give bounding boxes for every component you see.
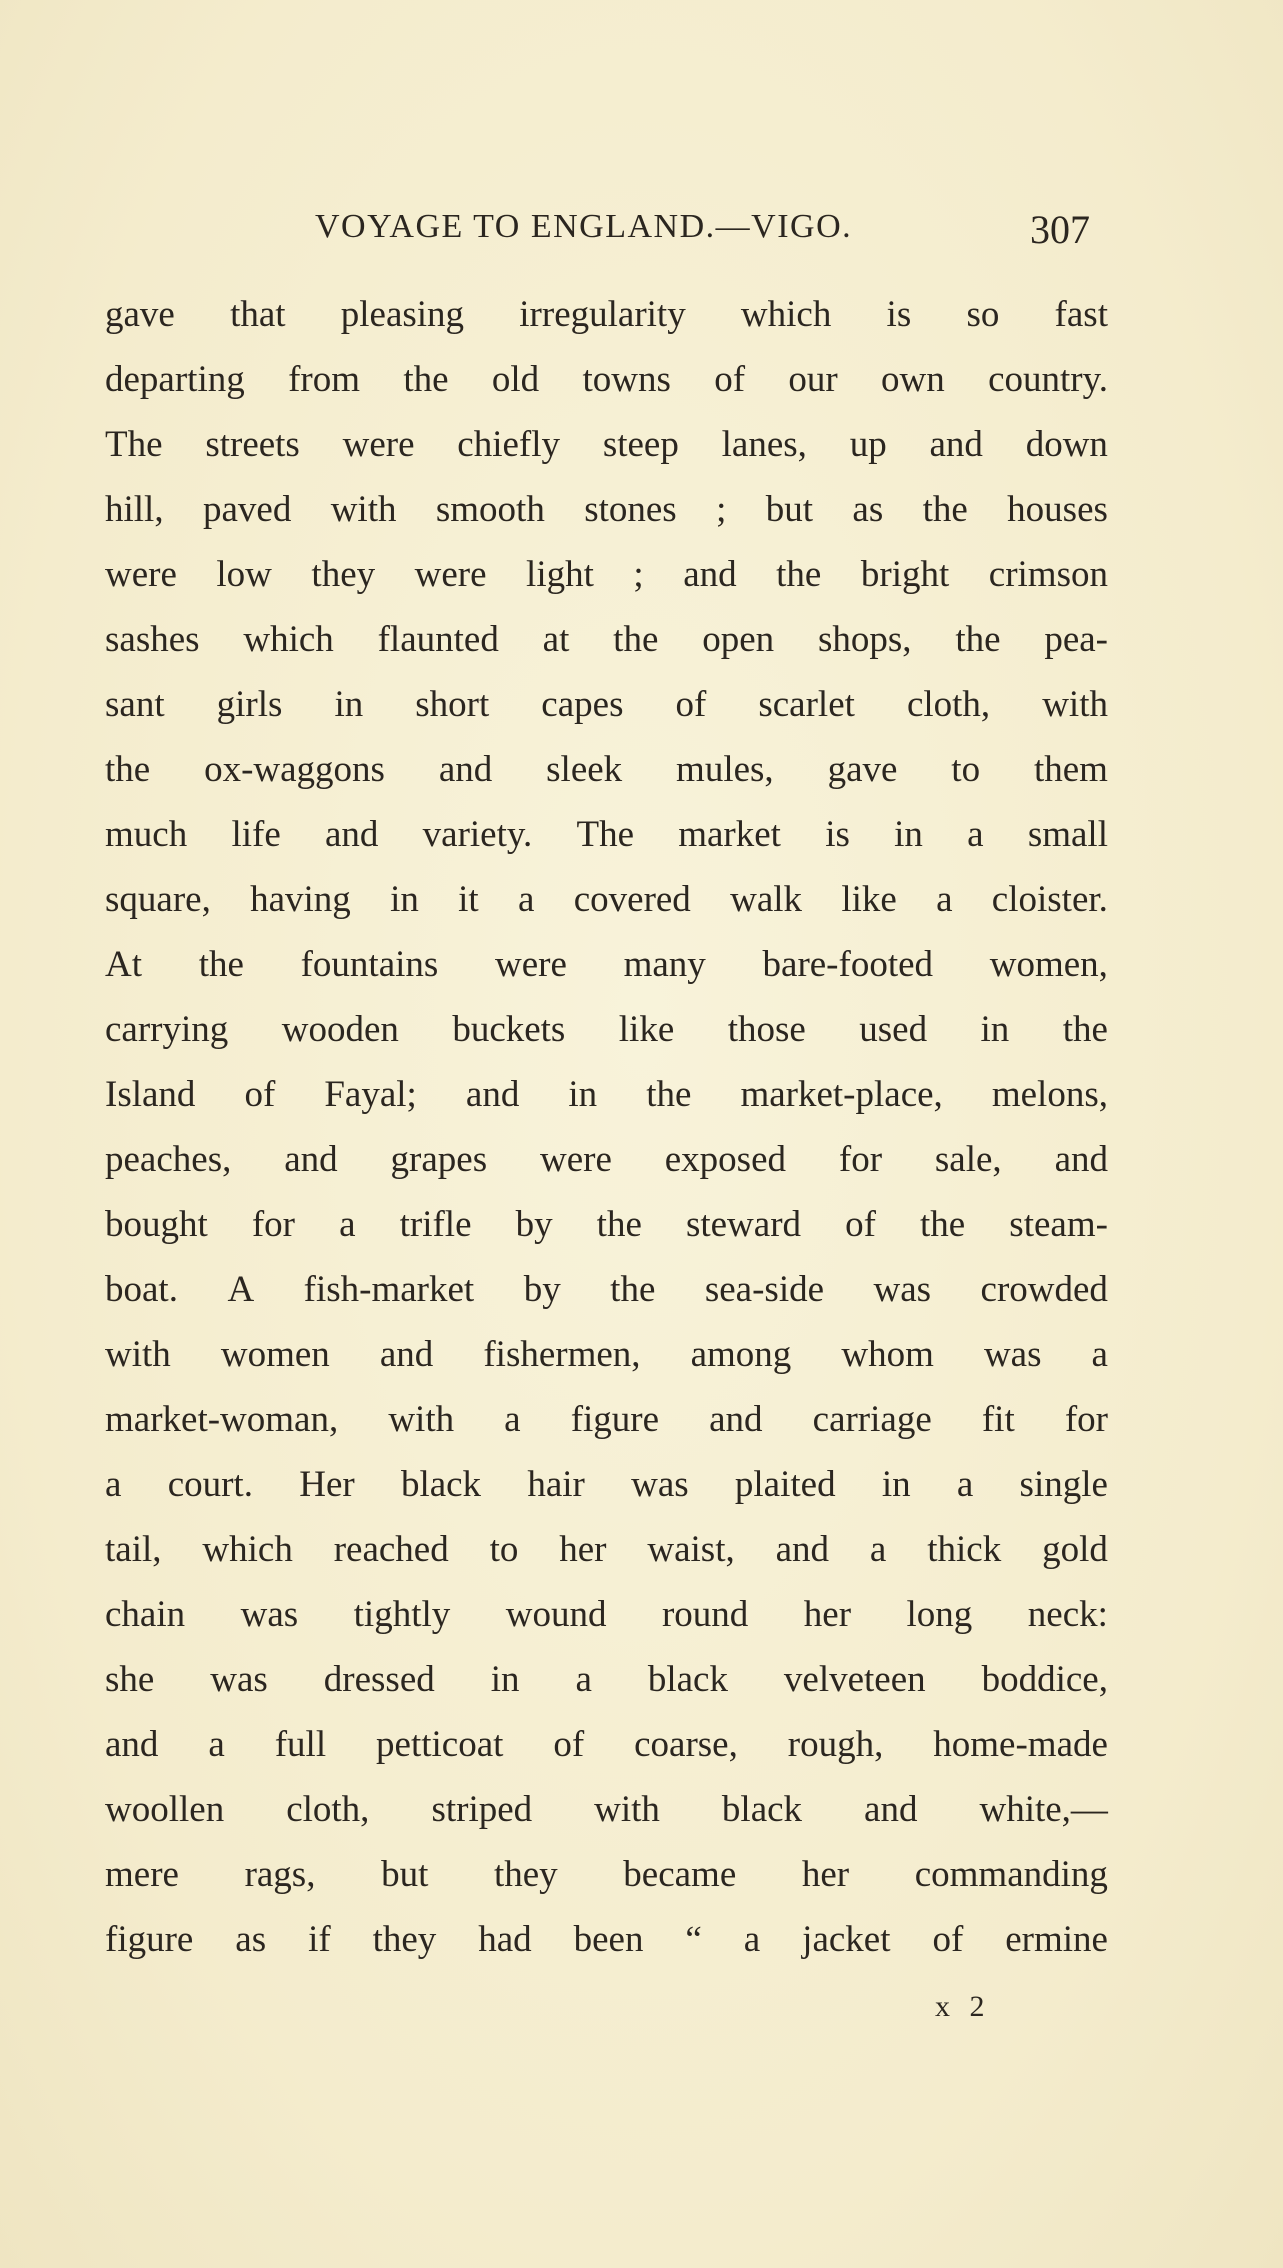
- text-line: [105, 802, 1108, 867]
- word: irregularity: [519, 294, 686, 335]
- word: our: [788, 359, 838, 400]
- text-line: [105, 347, 1108, 412]
- word: and: [324, 814, 379, 855]
- word: dressed: [323, 1659, 435, 1700]
- word: women,: [989, 944, 1108, 985]
- word: long: [906, 1594, 973, 1635]
- word: at: [542, 619, 570, 660]
- body-text: [105, 282, 1108, 1972]
- word: were: [414, 554, 487, 595]
- word: open: [702, 619, 775, 660]
- word: in: [334, 684, 364, 725]
- word: steam-: [1009, 1204, 1108, 1245]
- text-line: [105, 1712, 1108, 1777]
- word: “: [685, 1919, 702, 1960]
- signature-mark: x 2: [935, 1990, 991, 2023]
- word: women: [220, 1334, 330, 1375]
- text-line: [105, 412, 1108, 477]
- word: was: [240, 1594, 299, 1635]
- word: became: [623, 1854, 737, 1895]
- text-line: [105, 932, 1108, 997]
- word: among: [690, 1334, 792, 1375]
- word: of: [675, 684, 707, 725]
- word: market-place,: [740, 1074, 943, 1115]
- word: of: [244, 1074, 276, 1115]
- word: been: [573, 1919, 644, 1960]
- running-head-title: VOYAGE TO ENGLAND.—VIGO.: [315, 208, 853, 245]
- word: black: [400, 1464, 482, 1505]
- word: the: [198, 944, 244, 985]
- word: the: [1062, 1009, 1108, 1050]
- word: a: [743, 1919, 761, 1960]
- word: and: [864, 1789, 918, 1830]
- word: steward: [685, 1204, 802, 1245]
- word: hill,: [105, 489, 164, 530]
- word: gold: [1042, 1529, 1108, 1570]
- word: reached: [333, 1529, 449, 1570]
- text-line: [105, 1907, 1108, 1972]
- word: rags,: [244, 1854, 316, 1895]
- word: and: [465, 1074, 520, 1115]
- word: velveteen: [783, 1659, 926, 1700]
- word: jacket: [802, 1919, 891, 1960]
- word: towns: [582, 359, 671, 400]
- word: a: [869, 1529, 887, 1570]
- word: stones: [584, 489, 677, 530]
- word: variety.: [422, 814, 533, 855]
- word: commanding: [914, 1854, 1108, 1895]
- word: like: [841, 879, 897, 920]
- word: melons,: [991, 1074, 1108, 1115]
- word: and: [929, 424, 983, 465]
- word: own: [881, 359, 945, 400]
- word: she: [105, 1659, 155, 1700]
- word: was: [631, 1464, 689, 1505]
- word: covered: [573, 879, 691, 920]
- word: black: [721, 1789, 803, 1830]
- word: the: [105, 749, 151, 790]
- word: from: [288, 359, 360, 400]
- word: fit: [981, 1399, 1015, 1440]
- word: life: [231, 814, 281, 855]
- word: walk: [730, 879, 803, 920]
- word: and: [284, 1139, 338, 1180]
- word: the: [776, 554, 822, 595]
- word: used: [859, 1009, 928, 1050]
- word: a: [105, 1464, 122, 1505]
- word: the: [596, 1204, 642, 1245]
- page-number: 307: [1030, 207, 1090, 252]
- word: departing: [105, 359, 245, 400]
- word: were: [105, 554, 177, 595]
- word: The: [105, 424, 163, 465]
- text-line: [105, 1842, 1108, 1907]
- word: they: [372, 1919, 437, 1960]
- word: and: [438, 749, 493, 790]
- word: carrying: [105, 1009, 229, 1050]
- word: steep: [602, 424, 679, 465]
- word: as: [235, 1919, 267, 1960]
- text-line: [105, 1127, 1108, 1192]
- word: her: [559, 1529, 607, 1570]
- word: that: [230, 294, 286, 335]
- word: carriage: [812, 1399, 932, 1440]
- word: wound: [505, 1594, 607, 1635]
- word: cloister.: [991, 879, 1108, 920]
- word: bright: [860, 554, 950, 595]
- word: court.: [167, 1464, 253, 1505]
- word: ermine: [1005, 1919, 1108, 1960]
- word: At: [105, 944, 142, 985]
- word: ;: [716, 489, 727, 530]
- word: petticoat: [376, 1724, 504, 1765]
- word: hair: [527, 1464, 585, 1505]
- word: exposed: [664, 1139, 786, 1180]
- word: the: [955, 619, 1001, 660]
- text-line: [105, 542, 1108, 607]
- word: a: [1091, 1334, 1108, 1375]
- word: sea-side: [704, 1269, 825, 1310]
- word: but: [765, 489, 814, 530]
- word: many: [623, 944, 706, 985]
- word: they: [311, 554, 376, 595]
- word: a: [504, 1399, 521, 1440]
- word: Island: [105, 1074, 196, 1115]
- word: trifle: [399, 1204, 472, 1245]
- word: sleek: [546, 749, 623, 790]
- word: bare-footed: [762, 944, 934, 985]
- word: in: [881, 1464, 911, 1505]
- word: boat.: [105, 1269, 178, 1310]
- word: and: [709, 1399, 763, 1440]
- text-line: [105, 737, 1108, 802]
- word: were: [539, 1139, 612, 1180]
- word: as: [852, 489, 884, 530]
- word: a: [518, 879, 535, 920]
- word: pea-: [1044, 619, 1108, 660]
- word: fish-market: [303, 1269, 475, 1310]
- text-line: [105, 1582, 1108, 1647]
- word: and: [775, 1529, 830, 1570]
- word: a: [967, 814, 984, 855]
- word: for: [251, 1204, 296, 1245]
- word: whom: [841, 1334, 934, 1375]
- word: sant: [105, 684, 165, 725]
- word: like: [618, 1009, 675, 1050]
- word: woollen: [105, 1789, 225, 1830]
- word: small: [1027, 814, 1108, 855]
- word: A: [227, 1269, 255, 1310]
- word: mules,: [676, 749, 774, 790]
- word: black: [647, 1659, 728, 1700]
- word: capes: [541, 684, 624, 725]
- word: figure: [105, 1919, 194, 1960]
- word: coarse,: [634, 1724, 738, 1765]
- word: the: [646, 1074, 692, 1115]
- word: striped: [431, 1789, 533, 1830]
- word: which: [202, 1529, 293, 1570]
- word: for: [1064, 1399, 1108, 1440]
- text-line: [105, 1387, 1108, 1452]
- word: fast: [1054, 294, 1108, 335]
- word: to: [951, 749, 981, 790]
- word: a: [936, 879, 953, 920]
- word: of: [932, 1919, 964, 1960]
- word: full: [274, 1724, 327, 1765]
- word: Fayal;: [324, 1074, 417, 1115]
- word: those: [727, 1009, 806, 1050]
- word: up: [849, 424, 887, 465]
- word: peaches,: [105, 1139, 232, 1180]
- word: down: [1025, 424, 1108, 465]
- word: lanes,: [721, 424, 807, 465]
- word: a: [208, 1724, 225, 1765]
- word: a: [575, 1659, 592, 1700]
- word: the: [920, 1204, 966, 1245]
- word: and: [1054, 1139, 1108, 1180]
- word: The: [576, 814, 634, 855]
- word: and: [683, 554, 737, 595]
- text-line: [105, 282, 1108, 347]
- word: with: [1042, 684, 1108, 725]
- text-line: [105, 672, 1108, 737]
- word: were: [342, 424, 415, 465]
- word: ox-waggons: [204, 749, 385, 790]
- word: with: [388, 1399, 455, 1440]
- word: is: [886, 294, 912, 335]
- word: chain: [105, 1594, 186, 1635]
- word: cloth,: [906, 684, 991, 725]
- text-line: [105, 997, 1108, 1062]
- word: in: [490, 1659, 520, 1700]
- word: in: [980, 1009, 1010, 1050]
- word: market-woman,: [105, 1399, 339, 1440]
- word: and: [105, 1724, 159, 1765]
- word: bought: [105, 1204, 208, 1245]
- word: waist,: [647, 1529, 735, 1570]
- word: her: [803, 1594, 852, 1635]
- word: shops,: [817, 619, 912, 660]
- word: the: [610, 1269, 656, 1310]
- word: them: [1033, 749, 1108, 790]
- word: houses: [1007, 489, 1108, 530]
- word: were: [495, 944, 567, 985]
- word: mere: [105, 1854, 179, 1895]
- text-line: [105, 1322, 1108, 1387]
- word: wooden: [281, 1009, 399, 1050]
- word: in: [894, 814, 923, 855]
- word: country.: [988, 359, 1108, 400]
- word: cloth,: [286, 1789, 370, 1830]
- word: buckets: [452, 1009, 566, 1050]
- word: was: [210, 1659, 268, 1700]
- word: smooth: [435, 489, 545, 530]
- word: round: [661, 1594, 749, 1635]
- word: of: [553, 1724, 585, 1765]
- text-line: [105, 1257, 1108, 1322]
- word: thick: [927, 1529, 1002, 1570]
- text-line: [105, 1517, 1108, 1582]
- word: with: [594, 1789, 660, 1830]
- text-line: [105, 477, 1108, 542]
- word: but: [381, 1854, 429, 1895]
- text-line: [105, 607, 1108, 672]
- word: boddice,: [981, 1659, 1108, 1700]
- word: of: [845, 1204, 876, 1245]
- word: crimson: [988, 554, 1108, 595]
- word: is: [825, 814, 850, 855]
- word: fountains: [300, 944, 439, 985]
- word: pleasing: [340, 294, 465, 335]
- text-line: [105, 1062, 1108, 1127]
- word: fishermen,: [483, 1334, 641, 1375]
- word: so: [966, 294, 1000, 335]
- word: having: [250, 879, 351, 920]
- word: ;: [633, 554, 644, 595]
- word: by: [515, 1204, 553, 1245]
- word: by: [523, 1269, 561, 1310]
- word: to: [489, 1529, 519, 1570]
- word: scarlet: [758, 684, 855, 725]
- word: old: [491, 359, 540, 400]
- word: paved: [202, 489, 292, 530]
- word: if: [308, 1919, 331, 1960]
- word: home-made: [933, 1724, 1108, 1765]
- word: gave: [105, 294, 175, 335]
- word: light: [526, 554, 594, 595]
- word: had: [478, 1919, 532, 1960]
- word: plaited: [734, 1464, 836, 1505]
- text-line: [105, 867, 1108, 932]
- word: much: [105, 814, 188, 855]
- word: of: [714, 359, 746, 400]
- word: and: [379, 1334, 434, 1375]
- word: they: [493, 1854, 558, 1895]
- word: it: [458, 879, 479, 920]
- word: sale,: [934, 1139, 1002, 1180]
- word: Her: [299, 1464, 355, 1505]
- word: rough,: [787, 1724, 884, 1765]
- word: was: [873, 1269, 932, 1310]
- word: short: [415, 684, 490, 725]
- word: chiefly: [457, 424, 561, 465]
- word: in: [390, 879, 419, 920]
- word: her: [801, 1854, 850, 1895]
- text-line: [105, 1192, 1108, 1257]
- word: with: [330, 489, 397, 530]
- word: was: [983, 1334, 1042, 1375]
- word: the: [403, 359, 449, 400]
- word: the: [922, 489, 968, 530]
- text-line: [105, 1777, 1108, 1842]
- word: neck:: [1027, 1594, 1108, 1635]
- word: single: [1019, 1464, 1108, 1505]
- text-line: [105, 1452, 1108, 1517]
- word: gave: [827, 749, 898, 790]
- word: figure: [570, 1399, 660, 1440]
- word: which: [740, 294, 832, 335]
- word: in: [568, 1074, 598, 1115]
- word: low: [216, 554, 272, 595]
- word: which: [243, 619, 334, 660]
- word: streets: [205, 424, 300, 465]
- word: with: [105, 1334, 171, 1375]
- word: girls: [216, 684, 283, 725]
- word: flaunted: [377, 619, 499, 660]
- word: the: [613, 619, 659, 660]
- word: grapes: [390, 1139, 488, 1180]
- word: sashes: [105, 619, 200, 660]
- word: a: [956, 1464, 974, 1505]
- word: for: [838, 1139, 883, 1180]
- word: a: [339, 1204, 356, 1245]
- word: square,: [105, 879, 211, 920]
- word: white,—: [979, 1789, 1108, 1830]
- text-line: [105, 1647, 1108, 1712]
- word: tail,: [105, 1529, 162, 1570]
- word: crowded: [980, 1269, 1108, 1310]
- word: tightly: [353, 1594, 451, 1635]
- word: market: [678, 814, 781, 855]
